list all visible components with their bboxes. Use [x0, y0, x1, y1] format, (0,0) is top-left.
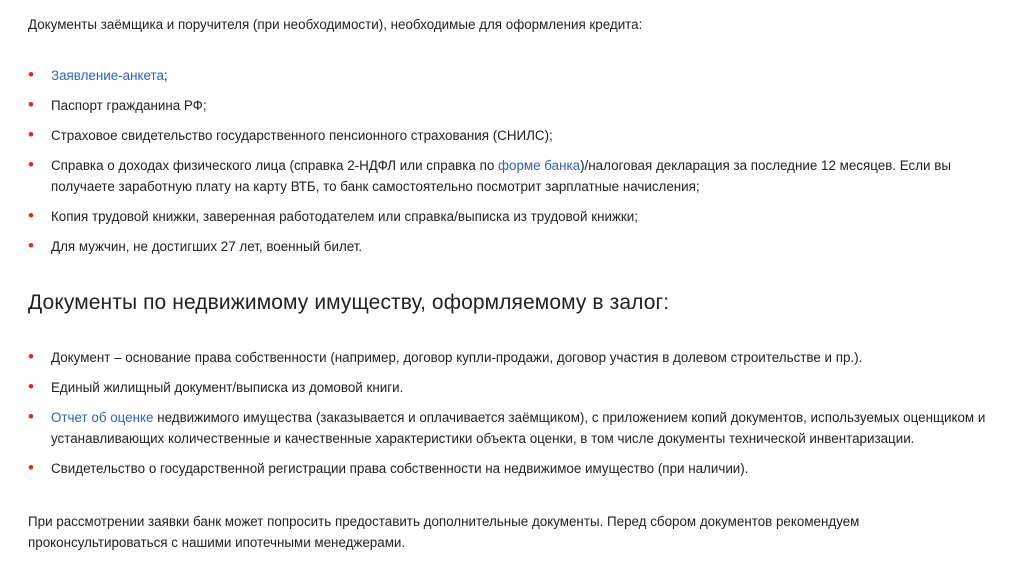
list-item-text: недвижимого имущества (заказывается и оплачивается заёмщиком), с приложением копий документов, используемых оценщиком и устанавливающих количественные и качественные характеристики объекта оценки, в том числе документы технической инвентаризации. [51, 410, 986, 446]
list-item [28, 125, 1003, 146]
borrower-documents-list [28, 65, 1003, 266]
list-item-text: Страховое свидетельство государственного пенсионного страхования (СНИЛС); [51, 128, 553, 143]
list-item [28, 95, 1003, 116]
list-item-text: Свидетельство о государственной регистрации права собственности на недвижимое имущество (при наличии). [51, 461, 749, 476]
list-item-text: Копия трудовой книжки, заверенная работодателем или справка/выписка из трудовой книжки; [51, 209, 638, 224]
list-item-text: Документ – основание права собственности (например, договор купли-продажи, договор участия в долевом строительстве и пр.). [51, 350, 863, 365]
list-item [28, 407, 1003, 449]
list-item-text: Единый жилищный документ/выписка из домовой книги. [51, 380, 404, 395]
list-item [28, 65, 1003, 86]
list-item-text: Паспорт гражданина РФ; [51, 98, 207, 113]
list-item-text: ; [163, 68, 168, 83]
outro-text: При рассмотрении заявки банк может попросить предоставить дополнительные документы. Перед сбором документов рекомендуем проконсультироваться с нашими ипотечными менеджерами. [28, 514, 860, 550]
list-item [28, 236, 1003, 257]
list-item [28, 458, 1003, 479]
list-item [28, 377, 1003, 398]
property-documents-list [28, 347, 1003, 488]
list-item [28, 206, 1003, 227]
list-item-text: Справка о доходах физического лица (справка 2-НДФЛ или справка по [51, 158, 498, 173]
list-item [28, 347, 1003, 368]
intro-text: Документы заёмщика и поручителя (при необходимости), необходимые для оформления кредита: [28, 17, 643, 32]
list-item-text: )/налоговая декларация за последние 12 месяцев. Если вы получаете заработную плату на карту ВТБ, то банк самостоятельно посмотрит зарплатные начисления; [51, 158, 951, 194]
list-item-text: Для мужчин, не достигших 27 лет, военный билет. [51, 239, 363, 254]
list-item [28, 155, 1003, 197]
valuation-report-link[interactable]: Отчет об оценке [51, 410, 154, 425]
section-heading: Документы по недвижимому имуществу, оформляемому в залог: [28, 291, 670, 314]
application-form-link[interactable]: Заявление-анкета [51, 68, 164, 83]
bank-form-link[interactable]: форме банка [498, 158, 581, 173]
